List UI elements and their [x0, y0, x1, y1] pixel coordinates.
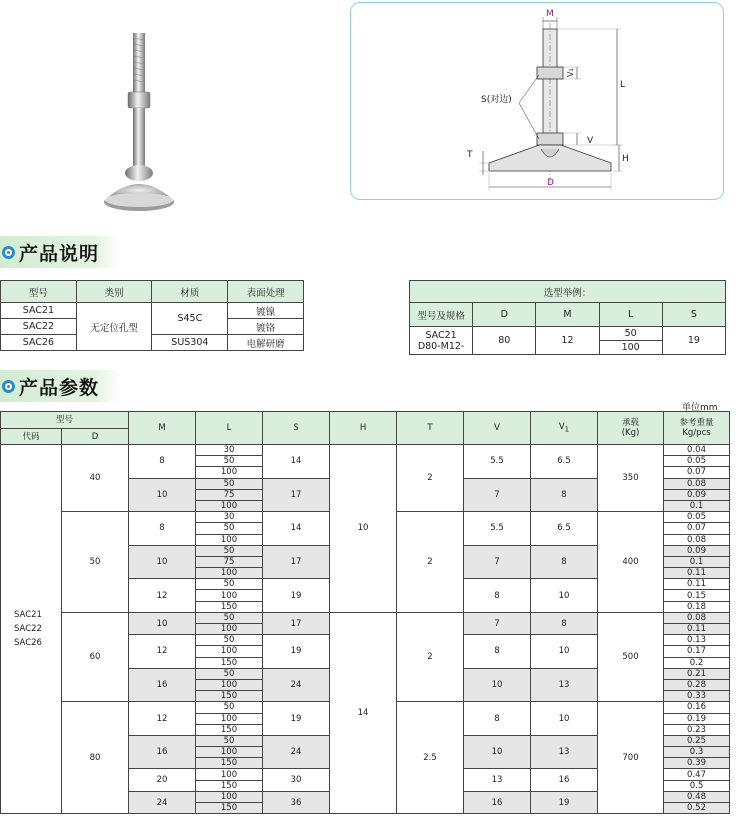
m-value-cell: 16 [129, 668, 196, 702]
l-value-cell: 100 [196, 590, 263, 601]
l-value-cell: 75 [196, 556, 263, 567]
weight-value-cell: 0.07 [664, 523, 730, 534]
dim-label-m: M [546, 9, 554, 19]
weight-value-cell: 0.25 [664, 735, 730, 746]
l-value-cell: 150 [196, 657, 263, 668]
col-header-surface: 表面处理 [228, 281, 304, 303]
l-value-cell: 50 [196, 523, 263, 534]
l-value-cell: 50 [196, 478, 263, 489]
surface-cell: 电解研磨 [228, 335, 304, 351]
example-m-cell: 12 [536, 327, 599, 355]
d-value-cell: 50 [62, 512, 129, 613]
v1-value-cell: 10 [531, 702, 598, 736]
l-value-cell: 100 [196, 624, 263, 635]
v1-value-cell: 8 [531, 545, 598, 579]
l-value-cell: 50 [196, 579, 263, 590]
weight-value-cell: 0.13 [664, 635, 730, 646]
l-value-cell: 50 [196, 545, 263, 556]
example-model-cell [410, 327, 473, 355]
l-value-cell: 100 [196, 679, 263, 690]
header-weight-unit: Kg/pcs [682, 428, 711, 438]
weight-value-cell: 0.52 [664, 803, 730, 814]
s-value-cell: 19 [263, 635, 330, 669]
model-cell: SAC22 [1, 319, 77, 335]
header-model: 型号 [1, 412, 129, 429]
example-model-line2: D80-M12- [417, 340, 465, 352]
header-v: V [464, 412, 531, 445]
weight-value-cell: 0.07 [664, 467, 730, 478]
weight-value-cell: 0.15 [664, 590, 730, 601]
header-load-unit: (Kg) [621, 428, 640, 438]
l-value-cell: 30 [196, 445, 263, 456]
m-value-cell: 10 [129, 612, 196, 634]
v-value-cell: 5.5 [464, 512, 531, 546]
s-value-cell: 24 [263, 668, 330, 702]
code-value: SAC26 [14, 638, 42, 649]
example-header-model: 型号及规格 [410, 303, 473, 327]
s-value-cell: 36 [263, 791, 330, 813]
l-value-cell: 50 [196, 635, 263, 646]
example-l-cell: 100 [599, 341, 662, 355]
h-value-cell: 14 [330, 612, 397, 813]
example-header-s: S [662, 303, 725, 327]
v1-value-cell: 10 [531, 635, 598, 669]
l-value-cell: 50 [196, 702, 263, 713]
surface-cell: 镀铬 [228, 319, 304, 335]
weight-value-cell: 0.33 [664, 691, 730, 702]
section-title-text: 产品说明 [19, 242, 100, 265]
surface-cell: 镀镍 [228, 303, 304, 319]
example-l-cell: 50 [599, 327, 662, 341]
load-value-cell: 500 [598, 612, 664, 702]
l-value-cell: 150 [196, 601, 263, 612]
product-photo [95, 28, 195, 218]
v1-value-cell: 13 [531, 735, 598, 769]
weight-value-cell: 0.47 [664, 769, 730, 780]
t-value-cell: 2.5 [397, 702, 464, 814]
l-value-cell: 150 [196, 691, 263, 702]
parameters-table [0, 411, 730, 814]
model-cell: SAC26 [1, 335, 77, 351]
weight-value-cell: 0.5 [664, 780, 730, 791]
unit-label: 单位mm [682, 403, 718, 413]
l-value-cell: 100 [196, 467, 263, 478]
table-row [1, 612, 730, 623]
circle-bullet-icon [2, 380, 15, 393]
header-weight-label: 参考重量 [679, 418, 714, 428]
weight-value-cell: 0.09 [664, 545, 730, 556]
weight-value-cell: 0.11 [664, 624, 730, 635]
circle-bullet-icon [2, 246, 15, 259]
v-value-cell: 7 [464, 545, 531, 579]
load-value-cell: 400 [598, 512, 664, 613]
d-value-cell: 60 [62, 612, 129, 702]
example-d-cell: 80 [473, 327, 536, 355]
v1-value-cell: 10 [531, 579, 598, 613]
v-value-cell: 7 [464, 478, 531, 512]
l-value-cell: 150 [196, 758, 263, 769]
weight-value-cell: 0.04 [664, 445, 730, 456]
s-value-cell: 19 [263, 579, 330, 613]
t-value-cell: 2 [397, 445, 464, 512]
s-value-cell: 17 [263, 545, 330, 579]
v-value-cell: 8 [464, 635, 531, 669]
d-value-cell: 80 [62, 702, 129, 814]
weight-value-cell: 0.17 [664, 646, 730, 657]
s-value-cell: 19 [263, 702, 330, 736]
example-header-m: M [536, 303, 599, 327]
col-header-model: 型号 [1, 281, 77, 303]
header-d: D [62, 429, 129, 445]
d-value-cell: 40 [62, 445, 129, 512]
parameters-body [1, 445, 730, 814]
header-v1-sub: 1 [564, 424, 570, 434]
l-value-cell: 50 [196, 612, 263, 623]
weight-value-cell: 0.21 [664, 668, 730, 679]
m-value-cell: 8 [129, 512, 196, 546]
material-cell: S45C [152, 303, 228, 335]
v-value-cell: 10 [464, 735, 531, 769]
weight-value-cell: 0.19 [664, 713, 730, 724]
m-value-cell: 12 [129, 702, 196, 736]
s-value-cell: 24 [263, 735, 330, 769]
dim-label-v1: V₁ [566, 68, 575, 77]
m-value-cell: 24 [129, 791, 196, 813]
t-value-cell: 2 [397, 512, 464, 613]
l-value-cell: 100 [196, 791, 263, 802]
dim-label-d: D [547, 178, 554, 188]
l-value-cell: 75 [196, 489, 263, 500]
header-s: S [263, 412, 330, 445]
header-load [598, 412, 664, 445]
v-value-cell: 8 [464, 579, 531, 613]
l-value-cell: 100 [196, 568, 263, 579]
dimension-drawing [351, 3, 723, 199]
header-code: 代码 [1, 429, 62, 445]
load-value-cell: 350 [598, 445, 664, 512]
code-value: SAC21 [14, 610, 42, 621]
weight-value-cell: 0.2 [664, 657, 730, 668]
v1-value-cell: 13 [531, 668, 598, 702]
header-l: L [196, 412, 263, 445]
v-value-cell: 5.5 [464, 445, 531, 479]
v-value-cell: 8 [464, 702, 531, 736]
header-weight [664, 412, 730, 445]
v1-value-cell: 16 [531, 769, 598, 791]
l-value-cell: 50 [196, 735, 263, 746]
l-value-cell: 100 [196, 500, 263, 511]
l-value-cell: 100 [196, 713, 263, 724]
l-value-cell: 150 [196, 724, 263, 735]
m-value-cell: 10 [129, 478, 196, 512]
col-header-category: 类别 [76, 281, 152, 303]
header-t: T [397, 412, 464, 445]
dim-label-s: S(对边) [481, 95, 512, 105]
v1-value-cell: 19 [531, 791, 598, 813]
header-m: M [129, 412, 196, 445]
header-load-label: 承载 [622, 418, 640, 428]
example-header-l: L [599, 303, 662, 327]
header-v1-base: V [558, 421, 565, 432]
weight-value-cell: 0.05 [664, 512, 730, 523]
dim-label-v: V [587, 136, 594, 146]
weight-value-cell: 0.11 [664, 568, 730, 579]
code-cell [1, 445, 62, 814]
technical-drawing-panel [350, 2, 724, 200]
l-value-cell: 50 [196, 668, 263, 679]
m-value-cell: 8 [129, 445, 196, 479]
v1-value-cell: 8 [531, 612, 598, 634]
weight-value-cell: 0.08 [664, 478, 730, 489]
weight-value-cell: 0.11 [664, 579, 730, 590]
l-value-cell: 150 [196, 803, 263, 814]
weight-value-cell: 0.1 [664, 500, 730, 511]
l-value-cell: 100 [196, 646, 263, 657]
s-value-cell: 17 [263, 612, 330, 634]
dim-label-l: L [620, 80, 626, 90]
model-cell: SAC21 [1, 303, 77, 319]
example-model-line1: SAC21 [425, 329, 457, 341]
m-value-cell: 10 [129, 545, 196, 579]
weight-value-cell: 0.16 [664, 702, 730, 713]
l-value-cell: 50 [196, 456, 263, 467]
weight-value-cell: 0.09 [664, 489, 730, 500]
h-value-cell: 10 [330, 445, 397, 613]
weight-value-cell: 0.28 [664, 679, 730, 690]
m-value-cell: 12 [129, 635, 196, 669]
code-value: SAC22 [14, 624, 42, 635]
m-value-cell: 16 [129, 735, 196, 769]
description-table [0, 280, 304, 351]
section-title-params [0, 370, 120, 402]
m-value-cell: 12 [129, 579, 196, 613]
s-value-cell: 17 [263, 478, 330, 512]
material-cell: SUS304 [152, 335, 228, 351]
v-value-cell: 16 [464, 791, 531, 813]
v-value-cell: 13 [464, 769, 531, 791]
weight-value-cell: 0.08 [664, 534, 730, 545]
example-s-cell: 19 [662, 327, 725, 355]
l-value-cell: 30 [196, 512, 263, 523]
weight-value-cell: 0.08 [664, 612, 730, 623]
weight-value-cell: 0.05 [664, 456, 730, 467]
section-title-text: 产品参数 [19, 376, 100, 399]
m-value-cell: 20 [129, 769, 196, 791]
weight-value-cell: 0.23 [664, 724, 730, 735]
v1-value-cell: 6.5 [531, 512, 598, 546]
v1-value-cell: 8 [531, 478, 598, 512]
l-value-cell: 100 [196, 769, 263, 780]
weight-value-cell: 0.1 [664, 556, 730, 567]
l-value-cell: 100 [196, 534, 263, 545]
s-value-cell: 14 [263, 445, 330, 479]
t-value-cell: 2 [397, 612, 464, 702]
table-row [1, 445, 730, 456]
header-v1 [531, 412, 598, 445]
l-value-cell: 100 [196, 747, 263, 758]
load-value-cell: 700 [598, 702, 664, 814]
l-value-cell: 150 [196, 780, 263, 791]
selection-example-table [409, 280, 726, 355]
v-value-cell: 10 [464, 668, 531, 702]
weight-value-cell: 0.39 [664, 758, 730, 769]
v-value-cell: 7 [464, 612, 531, 634]
s-value-cell: 30 [263, 769, 330, 791]
example-header-d: D [473, 303, 536, 327]
weight-value-cell: 0.3 [664, 747, 730, 758]
header-h: H [330, 412, 397, 445]
category-cell: 无定位孔型 [76, 303, 152, 351]
dim-label-h: H [622, 154, 629, 164]
section-title-description [0, 236, 120, 268]
v1-value-cell: 6.5 [531, 445, 598, 479]
col-header-material: 材质 [152, 281, 228, 303]
weight-value-cell: 0.18 [664, 601, 730, 612]
example-title: 选型举例： [410, 281, 726, 303]
weight-value-cell: 0.48 [664, 791, 730, 802]
dim-label-t: T [467, 150, 473, 160]
s-value-cell: 14 [263, 512, 330, 546]
